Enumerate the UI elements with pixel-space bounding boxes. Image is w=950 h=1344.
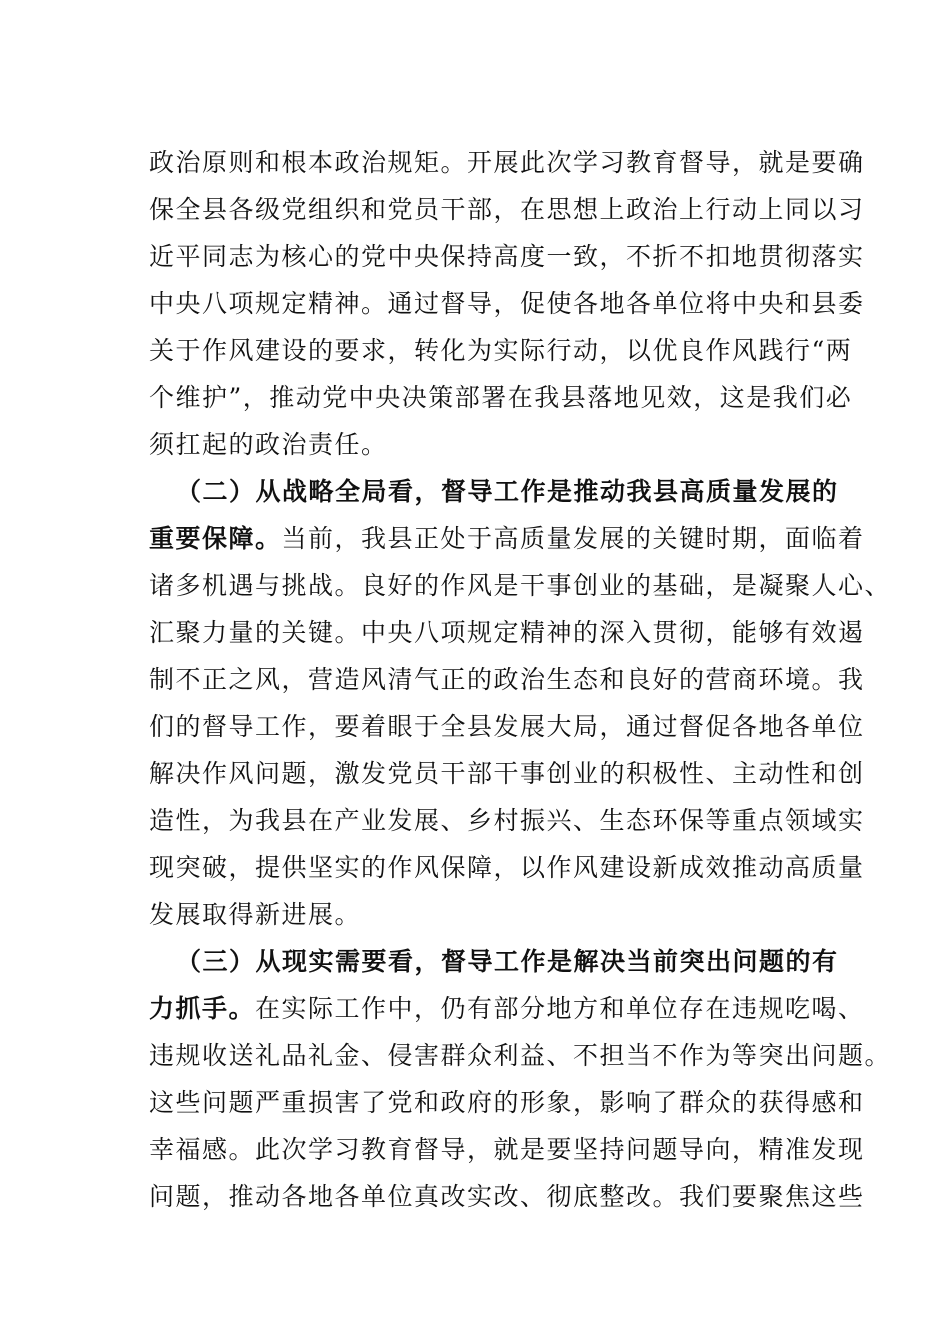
body-line-4: 中央八项规定精神。通过督导，促使各地各单位将中央和县委 [149,289,865,318]
section-heading-2-tail: 重要保障。 [149,524,282,553]
body-line-3: 近平同志为核心的党中央保持高度一致，不折不扣地贯彻落实 [149,242,865,271]
body-line-15: 造性，为我县在产业发展、乡村振兴、生态环保等重点领域实 [149,806,865,835]
body-line-7: 须扛起的政治责任。 [149,430,388,459]
section-heading-3-continuation [149,992,865,1026]
section-heading-2: （二）从战略全局看，督导工作是推动我县高质量发展的 [176,477,839,506]
body-line-23: 幸福感。此次学习教育督导，就是要坚持问题导向，精准发现 [149,1135,865,1164]
section-heading-2-continuation [149,522,865,556]
body-line-6: 个维护”，推动党中央决策部署在我县落地见效，这是我们必 [149,383,853,412]
body-line-22: 这些问题严重损害了党和政府的形象，影响了群众的获得感和 [149,1088,865,1117]
body-line-1: 政治原则和根本政治规矩。开展此次学习教育督导，就是要确 [149,148,865,177]
body-line-11: 汇聚力量的关键。中央八项规定精神的深入贯彻，能够有效遏 [149,618,865,647]
body-line-14: 解决作风问题，激发党员干部干事创业的积极性、主动性和创 [149,759,865,788]
body-line-24: 问题，推动各地各单位真改实改、彻底整改。我们要聚焦这些 [149,1182,865,1211]
section-2-text-start: 当前，我县正处于高质量发展的关键时期，面临着 [281,524,865,553]
body-line-2: 保全县各级党组织和党员干部，在思想上政治上行动上同以习 [149,195,865,224]
body-line-21: 违规收送礼品礼金、侵害群众利益、不担当不作为等突出问题。 [149,1041,892,1070]
body-line-13: 们的督导工作，要着眼于全县发展大局，通过督促各地各单位 [149,712,865,741]
body-line-5: 关于作风建设的要求，转化为实际行动，以优良作风践行“两 [149,336,853,365]
section-3-text-start: 在实际工作中，仍有部分地方和单位存在违规吃喝、 [255,994,865,1023]
section-heading-3: （三）从现实需要看，督导工作是解决当前突出问题的有 [176,947,839,976]
body-line-12: 制不正之风，营造风清气正的政治生态和良好的营商环境。我 [149,665,865,694]
body-line-16: 现突破，提供坚实的作风保障，以作风建设新成效推动高质量 [149,853,865,882]
body-line-17: 发展取得新进展。 [149,900,362,929]
body-line-10: 诸多机遇与挑战。良好的作风是干事创业的基础，是凝聚人心、 [149,571,892,600]
section-heading-3-tail: 力抓手。 [149,994,256,1023]
